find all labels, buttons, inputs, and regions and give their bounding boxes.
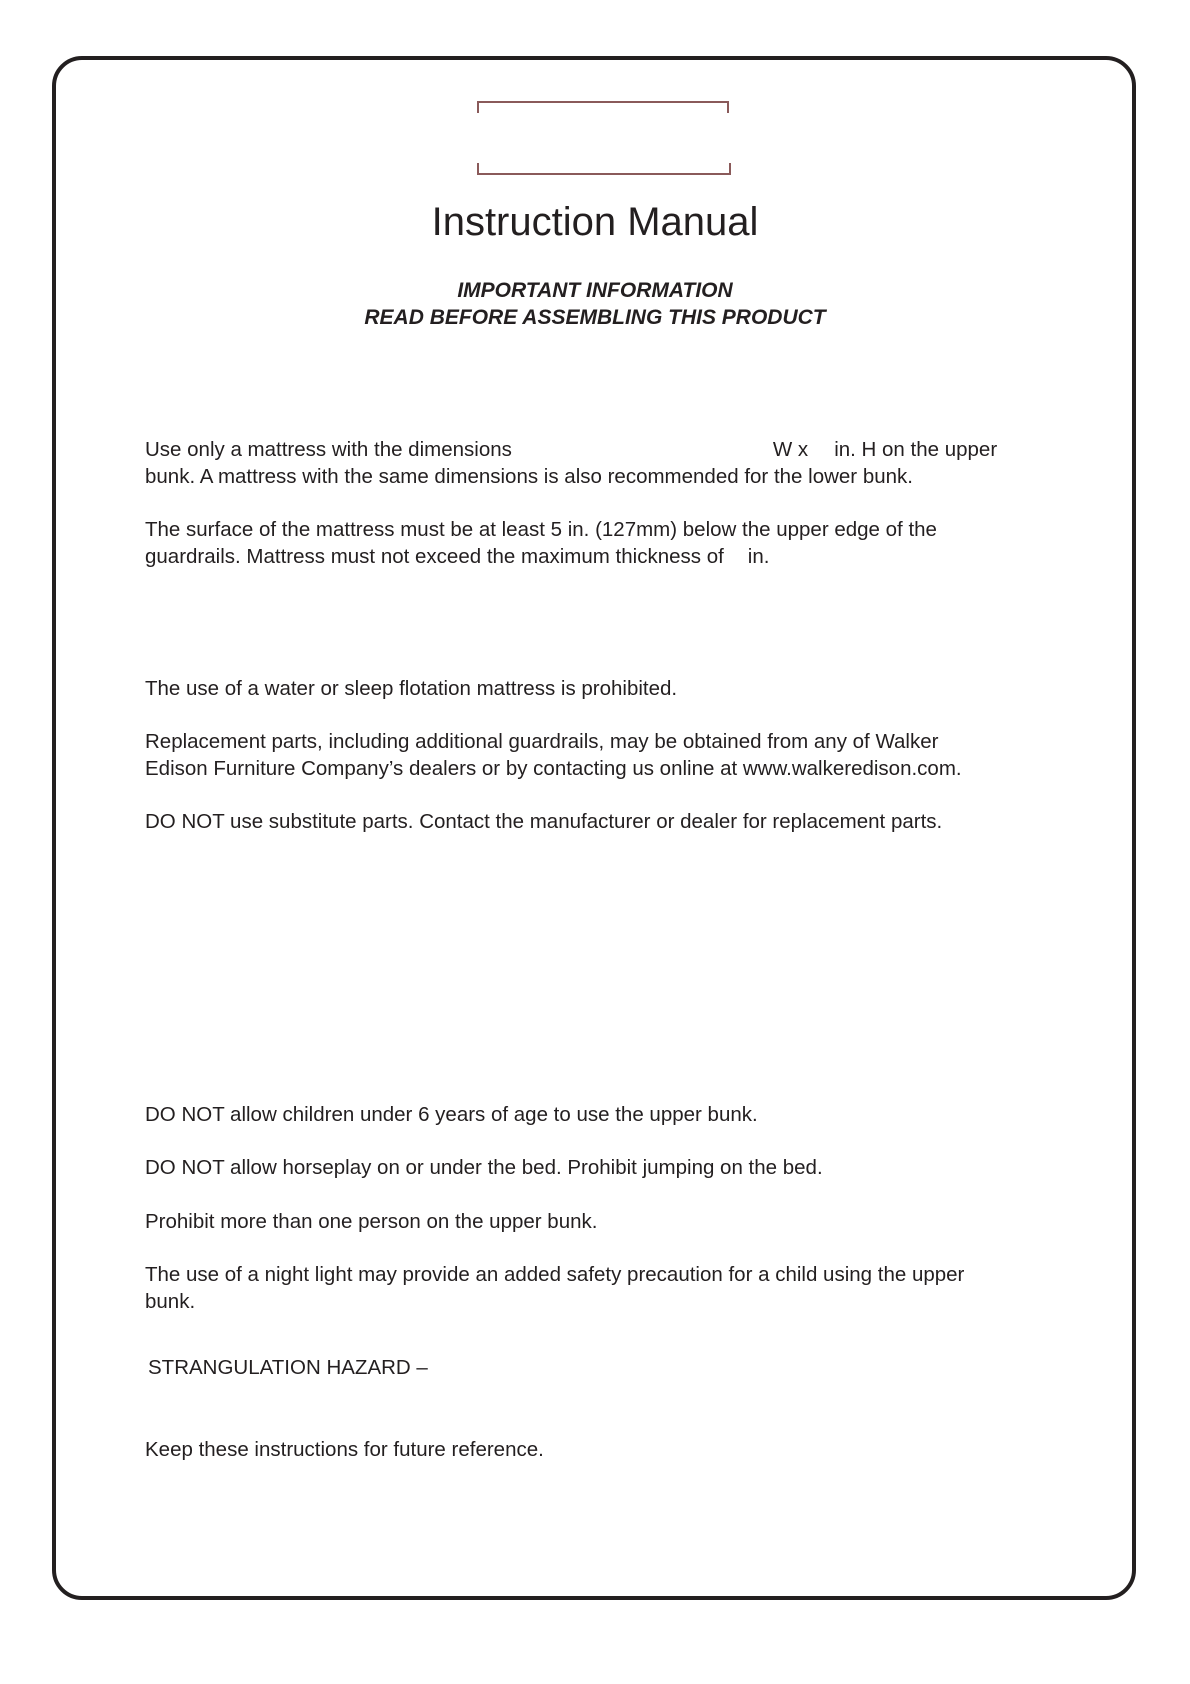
read-before-heading: READ BEFORE ASSEMBLING THIS PRODUCT (364, 306, 826, 329)
replacement-text-line2: Edison Furniture Company’s dealers or by contacting us online at www.walkeredison.com. (145, 757, 962, 780)
mattress-surface-paragraph (145, 516, 1045, 570)
mattress-dimensions-paragraph (145, 436, 1045, 490)
one-person-paragraph: Prohibit more than one person on the upper bunk. (145, 1210, 598, 1233)
important-information-heading: IMPORTANT INFORMATION (457, 279, 733, 302)
model-box-bottom-bracket (477, 163, 731, 175)
surface-text-line1: The surface of the mattress must be at least 5 in. (127mm) below the upper edge of the (145, 518, 937, 541)
night-light-text-line2: bunk. (145, 1290, 196, 1313)
model-number-box (477, 101, 731, 175)
water-mattress-paragraph: The use of a water or sleep flotation mattress is prohibited. (145, 677, 678, 700)
surface-text-line2-b: in. (747, 545, 770, 568)
mattress-dims-text-c: in. H on the upper (834, 438, 998, 461)
children-age-paragraph: DO NOT allow children under 6 years of age to use the upper bunk. (145, 1103, 758, 1126)
model-box-top-bracket (477, 101, 729, 113)
night-light-paragraph (145, 1261, 1045, 1315)
page-title: Instruction Manual (431, 200, 759, 244)
surface-text-line2-a: guardrails. Mattress must not exceed the maximum thickness of (145, 545, 724, 568)
replacement-text-line1: Replacement parts, including additional guardrails, may be obtained from any of Walker (145, 730, 939, 753)
mattress-dims-text-b: W x (772, 438, 809, 461)
night-light-text-line1: The use of a night light may provide an added safety precaution for a child using the upper (145, 1263, 965, 1286)
horseplay-paragraph: DO NOT allow horseplay on or under the bed. Prohibit jumping on the bed. (145, 1156, 823, 1179)
mattress-dims-text-a: Use only a mattress with the dimensions (145, 438, 512, 461)
keep-instructions-paragraph: Keep these instructions for future reference. (145, 1438, 544, 1461)
strangulation-hazard-paragraph: STRANGULATION HAZARD – (148, 1356, 428, 1379)
mattress-dims-text-line2: bunk. A mattress with the same dimensions is also recommended for the lower bunk. (145, 465, 913, 488)
substitute-parts-paragraph: DO NOT use substitute parts. Contact the manufacturer or dealer for replacement parts. (145, 810, 943, 833)
replacement-parts-paragraph (145, 728, 1045, 782)
